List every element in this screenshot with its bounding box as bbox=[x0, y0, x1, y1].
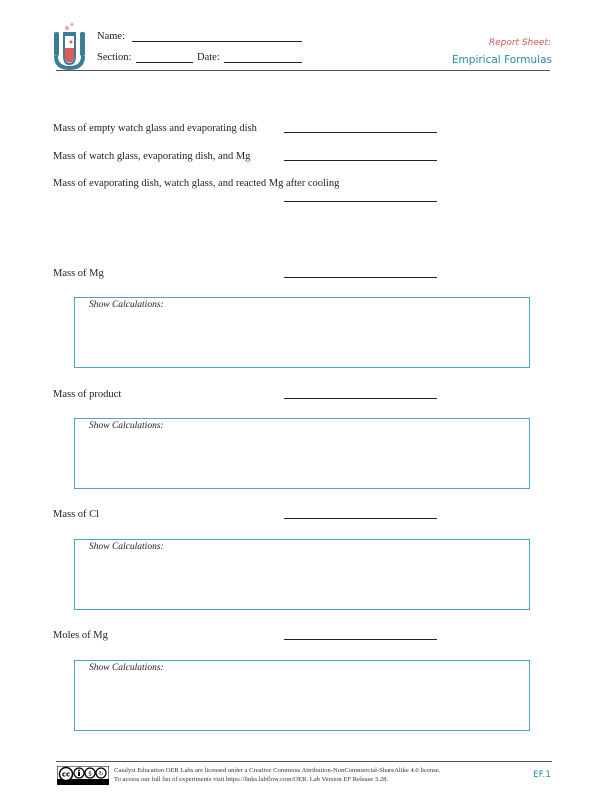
field-label-mass-product: Mass of product bbox=[53, 389, 122, 400]
calc-label: Show Calculations: bbox=[89, 663, 164, 673]
field-label-mass-cl: Mass of Cl bbox=[53, 509, 100, 520]
field-label-empty-glass-dish: Mass of empty watch glass and evaporating dish bbox=[53, 123, 257, 134]
field-line-after-cooling[interactable] bbox=[284, 201, 437, 202]
name-label: Name: bbox=[97, 31, 125, 42]
section-field-line[interactable] bbox=[136, 62, 193, 63]
field-label-glass-dish-mg: Mass of watch glass, evaporating dish, and Mg bbox=[53, 151, 251, 162]
field-label-after-cooling: Mass of evaporating dish, watch glass, and reacted Mg after cooling bbox=[53, 178, 340, 189]
calc-box-mass-mg[interactable] bbox=[74, 297, 530, 368]
svg-text:$: $ bbox=[88, 770, 92, 778]
calc-box-moles-mg[interactable] bbox=[74, 660, 530, 731]
beaker-logo-icon bbox=[54, 22, 86, 70]
date-label: Date: bbox=[197, 52, 220, 63]
field-line-mass-cl[interactable] bbox=[284, 518, 437, 519]
field-line-moles-mg[interactable] bbox=[284, 639, 437, 640]
creative-commons-badge-icon bbox=[57, 766, 109, 785]
header-divider bbox=[56, 70, 550, 71]
calc-box-mass-cl[interactable] bbox=[74, 539, 530, 610]
svg-text:cc: cc bbox=[61, 770, 71, 779]
name-field-line[interactable] bbox=[132, 41, 302, 42]
footer-divider bbox=[56, 761, 552, 762]
field-line-empty-glass-dish[interactable] bbox=[284, 132, 437, 133]
footer-license-text: Catalyst Education OER Labs are licensed under a Creative Commons Attribution-NonCommercial-ShareAlike 4.0 license. bbox=[114, 767, 441, 774]
page-title: Empirical Formulas bbox=[451, 54, 552, 66]
svg-text:↻: ↻ bbox=[98, 770, 104, 778]
field-line-glass-dish-mg[interactable] bbox=[284, 160, 437, 161]
calc-box-mass-product[interactable] bbox=[74, 418, 530, 489]
calc-label: Show Calculations: bbox=[89, 421, 164, 431]
calc-label: Show Calculations: bbox=[89, 542, 164, 552]
field-line-mass-mg[interactable] bbox=[284, 277, 437, 278]
calc-label: Show Calculations: bbox=[89, 300, 164, 310]
footer-access-text: To access our full list of experiments visit https://links.labflow.com/OER. Lab Version EF Release 3.28. bbox=[114, 776, 389, 783]
section-label: Section: bbox=[97, 52, 132, 63]
field-label-mass-mg: Mass of Mg bbox=[53, 268, 104, 279]
report-sheet-label: Report Sheet: bbox=[488, 38, 551, 48]
page-code: EF.1 bbox=[532, 770, 551, 780]
field-label-moles-mg: Moles of Mg bbox=[53, 630, 108, 641]
field-line-mass-product[interactable] bbox=[284, 398, 437, 399]
date-field-line[interactable] bbox=[224, 62, 302, 63]
